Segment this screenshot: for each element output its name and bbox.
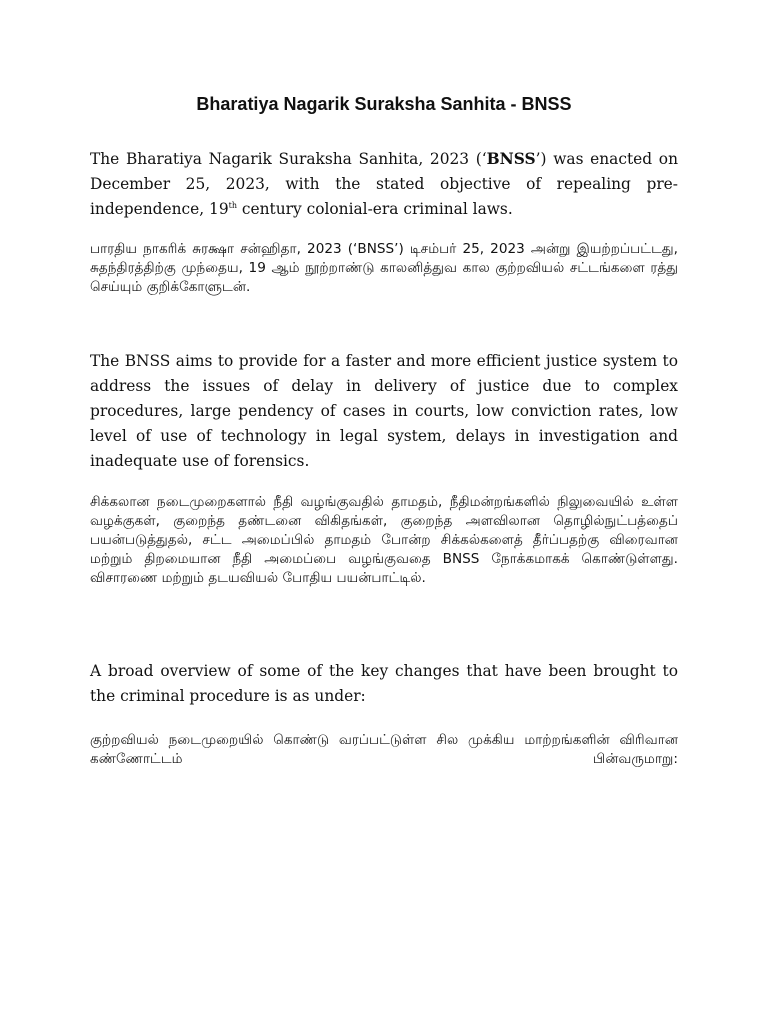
enactment-text-middle: ’) was enacted on December 25, 2023, with the stated objective of repealing pre-independence, 19	[90, 150, 678, 218]
english-paragraph-aims: The BNSS aims to provide for a faster and more efficient justice system to address the issues of delay in delivery of justice due to complex procedures, large pendency of cases in courts, low conviction rates, low level of use of technology in legal system, delays in investigation and inadequate use of forensics.	[90, 352, 678, 470]
document-title: Bharatiya Nagarik Suraksha Sanhita - BNSS	[196, 94, 572, 114]
tamil-paragraph-overview: குற்றவியல் நடைமுறையில் கொண்டு வரப்பட்டுள்ள சில முக்கிய மாற்றங்களின் விரிவான கண்ணோட்டம் பின்வருமாறு:	[90, 732, 678, 767]
enactment-text-end: century colonial-era criminal laws.	[237, 200, 513, 218]
english-paragraph-overview: A broad overview of some of the key changes that have been brought to the criminal procedure is as under:	[90, 662, 678, 705]
english-paragraph-enactment	[90, 147, 678, 222]
tamil-paragraph-aims: சிக்கலான நடைமுறைகளால் நீதி வழங்குவதில் தாமதம், நீதிமன்றங்களில் நிலுவையில் உள்ள வழக்குகள், குறைந்த தண்டனை விகிதங்கள், குறைந்த அளவிலான தொழில்நுட்பத்தைப் பயன்படுத்துதல், சட்ட அமைப்பில் தாமதம் போன்ற சிக்கல்களைத் தீர்ப்பதற்கு விரைவான மற்றும் திறமையான நீதி அமைப்பை வழங்குவதை BNSS நோக்கமாகக் கொண்டுள்ளது. விசாரணை மற்றும் தடயவியல் போதிய பயன்பாட்டில்.	[90, 494, 678, 586]
bnss-bold-acronym: BNSS	[486, 150, 536, 168]
enactment-text-start: The Bharatiya Nagarik Suraksha Sanhita, 2023 (‘	[90, 150, 487, 168]
th-superscript: th	[228, 200, 238, 210]
tamil-paragraph-enactment: பாரதிய நாகரிக் சுரக்ஷா சன்ஹிதா, 2023 (‘BNSS’) டிசம்பர் 25, 2023 அன்று இயற்றப்பட்டது, சுதந்திரத்திற்கு முந்தைய, 19 ஆம் நூற்றாண்டு காலனித்துவ கால குற்றவியல் சட்டங்களை ரத்து செய்யும் குறிக்கோளுடன்.	[90, 241, 678, 295]
